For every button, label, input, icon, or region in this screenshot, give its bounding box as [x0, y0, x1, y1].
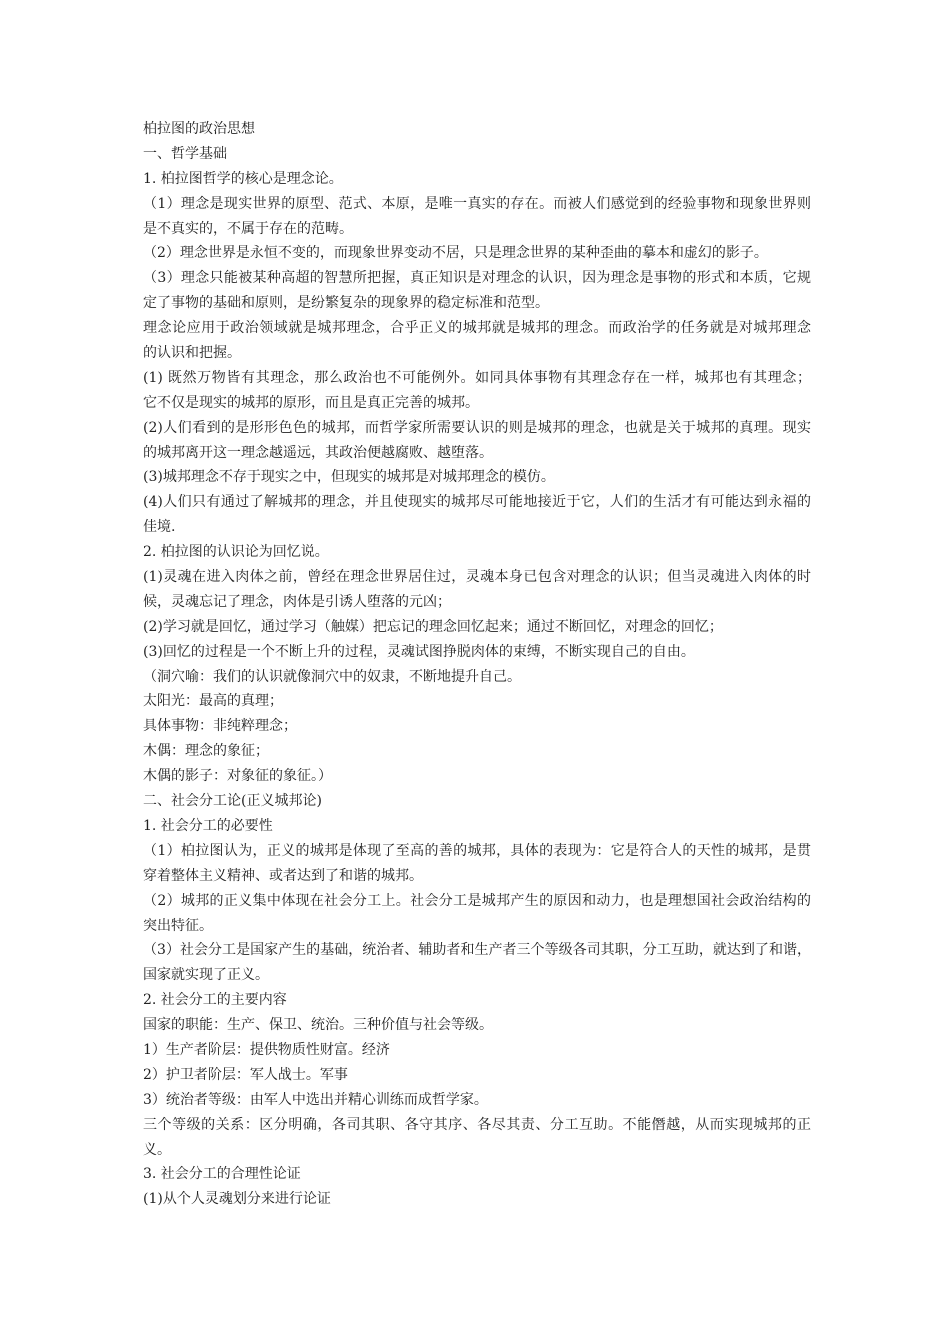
text-line: 2. 柏拉图的认识论为回忆说。 — [143, 544, 329, 561]
paragraph — [143, 1162, 811, 1187]
text-line: 突出特征。 — [143, 917, 213, 934]
paragraph — [143, 839, 811, 889]
text-line: (2)学习就是回忆，通过学习（触媒）把忘记的理念回忆起来；通过不断回忆，对理念的回忆； — [143, 618, 723, 635]
paragraph — [143, 1063, 811, 1088]
text-line: (1)灵魂在进入肉体之前，曾经在理念世界居住过，灵魂本身已包含对理念的认识；但当灵魂进入肉体的时 — [143, 569, 811, 586]
paragraph — [143, 316, 811, 366]
text-line: 1. 社会分工的必要性 — [143, 817, 273, 834]
text-line: 的认识和把握。 — [143, 345, 241, 362]
document-body — [143, 117, 811, 1212]
text-line: 义。 — [143, 1141, 171, 1158]
text-line: 1. 柏拉图哲学的核心是理念论。 — [143, 170, 343, 187]
text-line: 一、哲学基础 — [143, 145, 227, 162]
text-line: (1) 既然万物皆有其理念，那么政治也不可能例外。如同具体事物有其理念存在一样，城邦也有其理念； — [143, 369, 811, 386]
text-line: 具体事物：非纯粹理念； — [143, 718, 297, 735]
text-line: (4)人们只有通过了解城邦的理念，并且使现实的城邦尽可能地接近于它，人们的生活才有可能达到永福的 — [143, 494, 811, 511]
paragraph — [143, 490, 811, 540]
text-line: 柏拉图的政治思想 — [143, 121, 255, 137]
text-line: 国家就实现了正义。 — [143, 967, 269, 984]
text-line: 三个等级的关系：区分明确，各司其职、各守其序、各尽其责、分工互助。不能僭越，从而实现城邦的正 — [143, 1116, 811, 1133]
text-line: （1）柏拉图认为，正义的城邦是体现了至高的善的城邦，具体的表现为：它是符合人的天性的城邦，是贯 — [143, 842, 811, 859]
text-line: 木偶：理念的象征； — [143, 743, 269, 760]
paragraph — [143, 938, 811, 988]
text-line: （2）理念世界是永恒不变的，而现象世界变动不居，只是理念世界的某种歪曲的摹本和虚幻的影子。 — [143, 245, 768, 262]
text-line: 太阳光：最高的真理； — [143, 693, 283, 710]
text-line: 是不真实的，不属于存在的范畴。 — [143, 220, 353, 237]
paragraph — [143, 615, 811, 640]
paragraph — [143, 266, 811, 316]
text-line: (3)城邦理念不存于现实之中，但现实的城邦是对城邦理念的模仿。 — [143, 469, 555, 486]
text-line: 定了事物的基础和原则，是纷繁复杂的现象界的稳定标准和范型。 — [143, 295, 549, 312]
text-line: 木偶的影子：对象征的象征。） — [143, 768, 332, 785]
text-line: 佳境. — [143, 519, 176, 536]
paragraph — [143, 241, 811, 266]
paragraph — [143, 416, 811, 466]
text-line: 它不仅是现实的城邦的原形，而且是真正完善的城邦。 — [143, 394, 479, 411]
text-line: 理念论应用于政治领域就是城邦理念，合乎正义的城邦就是城邦的理念。而政治学的任务就是对城邦理念 — [143, 320, 811, 337]
text-line: （2）城邦的正义集中体现在社会分工上。社会分工是城邦产生的原因和动力，也是理想国社会政治结构的 — [143, 892, 811, 909]
paragraph — [143, 540, 811, 565]
text-line: (3)回忆的过程是一个不断上升的过程，灵魂试图挣脱肉体的束缚，不断实现自己的自由。 — [143, 643, 695, 660]
text-line: 2. 社会分工的主要内容 — [143, 992, 287, 1009]
text-line: 3）统治者等级：由军人中选出并精心训练而成哲学家。 — [143, 1091, 488, 1108]
paragraph — [143, 665, 811, 690]
text-line: 的城邦离开这一理念越遥远，其政治便越腐败、越堕落。 — [143, 444, 493, 461]
paragraph — [143, 1038, 811, 1063]
paragraph — [143, 714, 811, 739]
paragraph — [143, 465, 811, 490]
paragraph — [143, 142, 811, 167]
paragraph — [143, 739, 811, 764]
paragraph — [143, 988, 811, 1013]
text-line: （洞穴喻：我们的认识就像洞穴中的奴隶，不断地提升自己。 — [143, 668, 521, 685]
text-line: 3. 社会分工的合理性论证 — [143, 1166, 301, 1183]
paragraph — [143, 1088, 811, 1113]
text-line: 穿着整体主义精神、或者达到了和谐的城邦。 — [143, 867, 423, 884]
paragraph — [143, 366, 811, 416]
text-line: 2）护卫者阶层：军人战士。军事 — [143, 1066, 348, 1083]
text-line: （3）社会分工是国家产生的基础，统治者、辅助者和生产者三个等级各司其职，分工互助，就达到了和谐， — [143, 942, 811, 959]
paragraph — [143, 640, 811, 665]
document-title — [143, 117, 811, 142]
text-line: (1)从个人灵魂划分来进行论证 — [143, 1191, 331, 1208]
text-line: 候，灵魂忘记了理念，肉体是引诱人堕落的元凶； — [143, 593, 451, 610]
paragraph — [143, 814, 811, 839]
text-line: （1）理念是现实世界的原型、范式、本原，是唯一真实的存在。而被人们感觉到的经验事物和现象世界则 — [143, 195, 811, 212]
paragraph — [143, 764, 811, 789]
paragraph — [143, 1013, 811, 1038]
paragraph — [143, 889, 811, 939]
text-line: （3）理念只能被某种高超的智慧所把握，真正知识是对理念的认识，因为理念是事物的形式和本质，它规 — [143, 270, 811, 287]
paragraph — [143, 167, 811, 192]
text-line: 1）生产者阶层：提供物质性财富。经济 — [143, 1041, 390, 1058]
text-line: 二、社会分工论(正义城邦论) — [143, 793, 322, 810]
paragraph — [143, 689, 811, 714]
text-line: 国家的职能：生产、保卫、统治。三种价值与社会等级。 — [143, 1017, 493, 1034]
paragraph — [143, 1113, 811, 1163]
paragraph — [143, 789, 811, 814]
paragraph — [143, 192, 811, 242]
text-line: (2)人们看到的是形形色色的城邦，而哲学家所需要认识的则是城邦的理念，也就是关于城邦的真理。现实 — [143, 419, 811, 436]
paragraph — [143, 1187, 811, 1212]
paragraph — [143, 565, 811, 615]
